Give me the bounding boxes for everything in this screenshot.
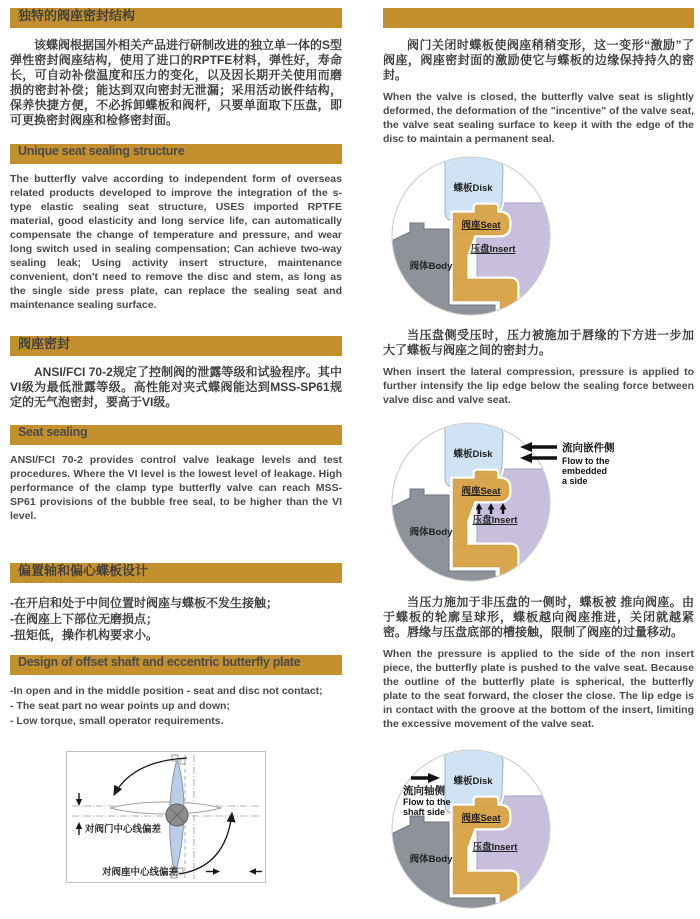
- section-header-unique-seat-cn: [10, 8, 342, 28]
- flow-label-en: shaft side: [403, 807, 446, 817]
- disk-label: 蝶板Disk: [453, 776, 493, 787]
- section-header-offset-design-en: [10, 655, 342, 675]
- flow-label-en: embedded: [562, 466, 608, 476]
- flow-label-en: a side: [562, 476, 588, 486]
- bullet-item: -在开启和处于中间位置时阀座与蝶板不发生接触；: [10, 596, 278, 610]
- paragraph-unique-seat-en: The butterfly valve according to independent form of overseas related products developed to improve the integration of the s-type elastic sealing seat structure, USES imported RPTFE material, good elasticity and long service life, can automatically compensate the change of temperature and pressure, and wear long switch used in sealing compensation; Can achieve two-way sealing leak; Using activity insert structure, maintenance convenient, don't need to remove the disc and stem, as long as the single side press plate, can replace the sealing seat and maintenance sealing surface.: [10, 173, 342, 311]
- disk-label: 蝶板Disk: [453, 183, 493, 194]
- paragraph-non-insert-side-en: When the pressure is applied to the side of the non insert piece, the butterfly plate is pushed to the valve seat. Because the outline of the butterfly plate is spherical, the butterfly plate to the seat forward, the closer the close. The lip edge is in contact with the groove at the bottom of the insert, limiting the excessive movement of the valve seat.: [383, 648, 694, 730]
- flow-label-en: Flow to the: [562, 456, 610, 466]
- bullet-list-offset-design-cn: [10, 595, 342, 643]
- paragraph-unique-seat-cn: 该蝶阀根据国外相关产品进行研制改进的独立单一体的S型弹性密封阀座结构，使用了进口的RPTFE材料，弹性好，寿命长，可自动补偿温度和压力的变化，以及因长期开关使用而磨损的密封补偿；能达到双向密封无泄漏；采用活动嵌件结构，保养快捷方便，不必拆卸蝶板和阀杆，只要单面取下压盘，即可更换密封阀座和检修密封面。: [10, 38, 343, 127]
- left-column: [10, 0, 342, 888]
- insert-label: 压盘Insert: [472, 842, 518, 853]
- section-title: 偏置轴和偏心蝶板设计: [18, 563, 149, 578]
- paragraph-closed-en: When the valve is closed, the butterfly valve seat is slightly deformed, the deformation of the "incentive" of the valve seat, the valve seat sealing surface to keep it with the edge of the disc to maintain a permanent seal.: [383, 91, 694, 145]
- section-title: 独特的阀座密封结构: [18, 8, 136, 23]
- section-header-seat-sealing-en: [10, 425, 342, 445]
- bullet-item: -In open and in the middle position - seat and disc not contact;: [10, 685, 323, 697]
- valve-section-diagram-3: [383, 744, 633, 914]
- section-header-offset-design-cn: [10, 563, 342, 583]
- section-title: Unique seat sealing structure: [18, 144, 185, 158]
- paragraph-non-insert-side-cn: 当压力施加于非压盘的一侧时，蝶板被 推向阀座。由于蝶板的轮廓呈球形，蝶板越向阀座推进，关闭就越紧密。唇缘与压盘底部的槽接触，限制了阀座的过量移动。: [383, 595, 694, 639]
- bullet-item: -扭矩低，操作机构要求小。: [10, 628, 158, 642]
- section-title: Seat sealing: [18, 425, 88, 439]
- eccentric-disc-diagram: [66, 751, 266, 883]
- paragraph-insert-side-en: When insert the lateral compression, pressure is applied to further intensify the lip edge below the sealing force between valve disc and valve seat.: [383, 366, 694, 406]
- right-column: [383, 0, 694, 919]
- paragraph-seat-sealing-cn: ANSI/FCI 70-2规定了控制阀的泄露等级和试验程序。其中VI级为最低泄露等级。高性能对夹式蝶阀能达到MSS-SP61规定的无气泡密封，要高于VI级。: [10, 365, 342, 409]
- seat-label: 阀座Seat: [461, 486, 501, 497]
- section-title: Design of offset shaft and eccentric butterfly plate: [18, 655, 301, 669]
- body-label: 阀体Body: [409, 261, 453, 272]
- paragraph-closed-cn: 阀门关闭时蝶板使阀座稍稍变形，这一变形“激励”了阀座，阀座密封面的激励使它与蝶板的边缘保持持久的密封。: [383, 38, 694, 82]
- disk-label: 蝶板Disk: [453, 449, 493, 460]
- flow-label-cn: 流向轴侧: [403, 785, 445, 797]
- flow-label-en: Flow to the: [403, 797, 451, 807]
- bullet-item: -在阀座上下部位无磨损点；: [10, 612, 158, 626]
- paragraph-insert-side-cn: 当压盘侧受压时，压力被施加于唇缘的下方进一步加大了蝶板与阀座之间的密封力。: [383, 328, 694, 357]
- body-label: 阀体Body: [409, 527, 453, 538]
- seat-label: 阀座Seat: [461, 220, 501, 231]
- section-title: 阀座密封: [18, 336, 71, 351]
- shaft-circle: [166, 804, 188, 826]
- bullet-item: - Low torque, small operator requirements.: [10, 715, 224, 727]
- section-header-seat-sealing-cn: [10, 336, 342, 356]
- seat-label: 阀座Seat: [461, 813, 501, 824]
- valve-centerline-label: 对阀门中心线偏差: [85, 824, 162, 835]
- valve-section-diagram-2: [383, 417, 633, 587]
- valve-section-diagram-1: [383, 151, 633, 321]
- flow-label-cn: 流向嵌件侧: [562, 442, 615, 454]
- insert-label: 压盘Insert: [472, 515, 518, 526]
- paragraph-seat-sealing-en: ANSI/FCI 70-2 provides control valve leakage levels and test procedures. Where the VI level is the lowest level of leakage. High performance of the clamp type butterfly valve can reach MSS-SP61 provisions of the bubble free seal, to be higher than the VI level.: [10, 454, 342, 522]
- section-header-unique-seat-en: [10, 144, 342, 164]
- seat-centerline-label: 对阀座中心线偏差: [102, 867, 179, 878]
- body-label: 阀体Body: [409, 854, 453, 865]
- bullet-item: - The seat part no wear points up and down;: [10, 700, 230, 712]
- right-header-bar: [383, 8, 694, 28]
- bullet-list-offset-design-en: [10, 684, 342, 729]
- insert-label: 压盘Insert: [470, 244, 516, 255]
